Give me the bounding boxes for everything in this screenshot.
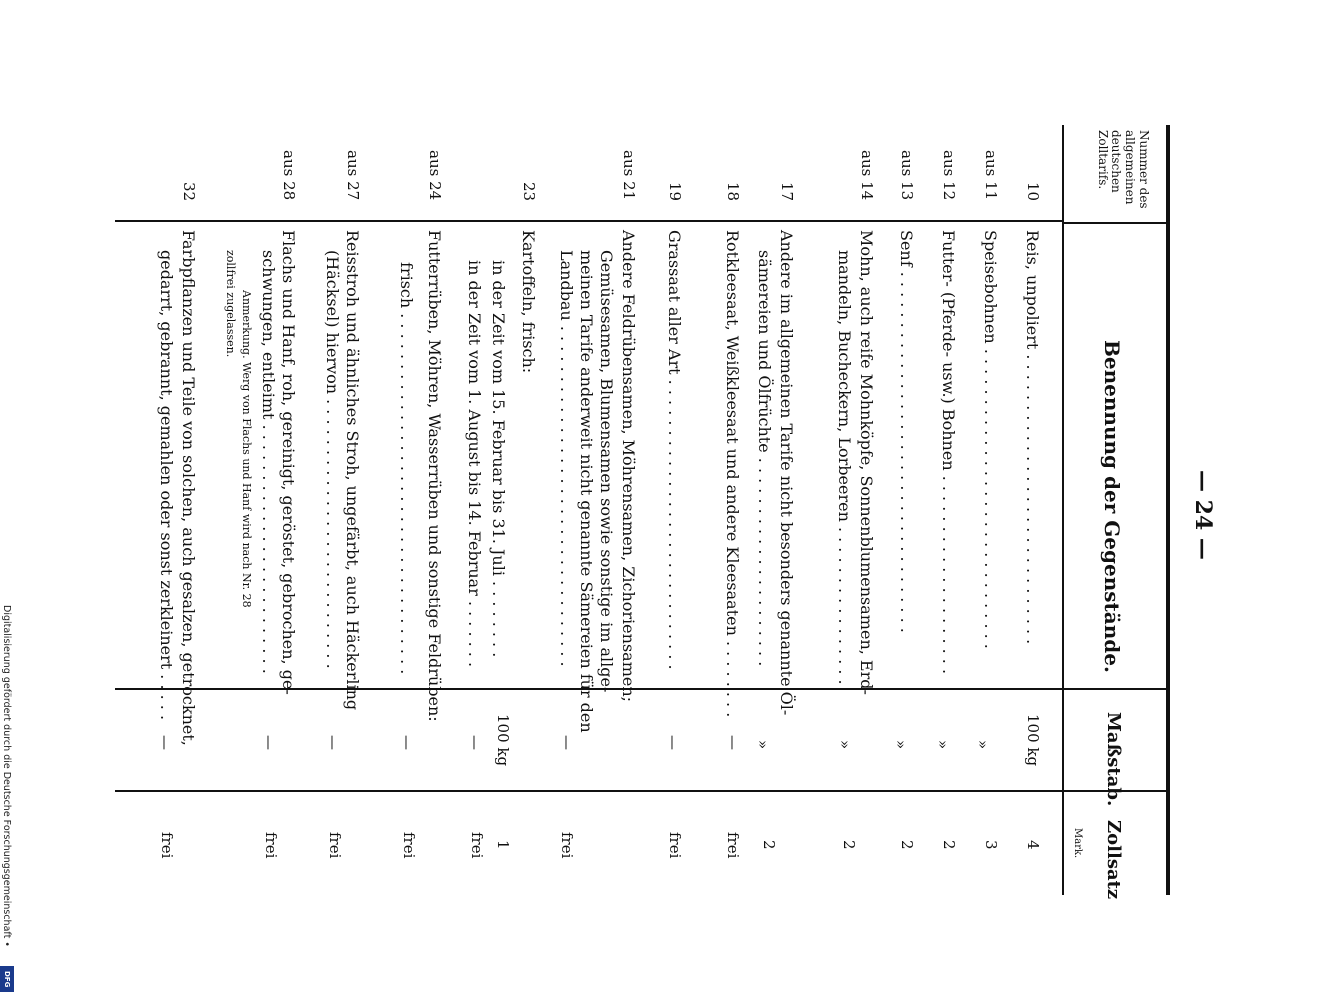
row-text-cont: Gemüsesamen, Blumensamen sowie sonstige im allge- (597, 250, 616, 693)
row-rate: 2 (898, 840, 916, 850)
column-divider-nr-text (115, 220, 1063, 222)
row-unit: — (156, 735, 174, 750)
row-text: Andere im allgemeinen Tarife nicht besonders genannte Öl- (777, 230, 796, 716)
table-outer-rule (1166, 125, 1170, 895)
row-text-cont: schwungen, entleimt . . . . . . . . . . . . . . . . . . . . . . . . . (259, 250, 278, 674)
row-nr: aus 14 (858, 150, 876, 201)
row-nr: aus 21 (620, 150, 638, 201)
row-text: Kartoffeln, frisch: (519, 230, 538, 374)
row-rate: frei (558, 832, 576, 859)
header-zollsatz: Zollsatz (1103, 820, 1124, 900)
row-nr: 19 (666, 182, 684, 202)
row-nr: 10 (1024, 182, 1042, 202)
row-unit: » (974, 740, 992, 750)
dfg-logo: DFG (0, 966, 14, 992)
header-nummer: Nummer des allgemeinen deutschen Zolltarifs. (1095, 130, 1151, 209)
row-nr: 32 (180, 182, 198, 202)
row-nr: 18 (724, 182, 742, 202)
row-unit: » (836, 740, 854, 750)
row-unit: — (724, 735, 742, 750)
row-rate: frei (262, 832, 280, 859)
row-unit: — (398, 735, 416, 750)
row-unit: — (664, 735, 682, 750)
row-nr: aus 12 (940, 150, 958, 201)
row-text-cont: mandeln, Bucheckern, Lorbeeren . . . . . . . . . . . . . . . . (835, 250, 854, 685)
row-rate: frei (326, 832, 344, 859)
row-unit: » (934, 740, 952, 750)
row-nr: aus 24 (426, 150, 444, 201)
row-rate: frei (400, 832, 418, 859)
row-text: Reis, unpoliert . . . . . . . . . . . . . . . . . . . . . . . . . . . . . (1023, 230, 1042, 645)
row-nr: aus 27 (344, 150, 362, 201)
row-text: Andere Feldrübensamen, Möhrensamen, Zichoriensamen; (619, 230, 638, 703)
row-unit: 100 kg (494, 714, 512, 767)
row-nr: 17 (778, 182, 796, 202)
row-rate: 3 (982, 840, 1000, 850)
row-unit: — (324, 735, 342, 750)
row-rate: frei (724, 832, 742, 859)
row-text: Reisstroh und ähnliches Stroh, ungefärbt, auch Häckerling (343, 230, 362, 711)
page-number: — 24 — (1190, 470, 1216, 560)
row-note: Anmerkung. Werg von Flachs und Hanf wird nach Nr. 28 (240, 290, 253, 608)
row-text-cont: sämereien und Ölfrüchte . . . . . . . . . . . . . . . . . . . . . (755, 250, 774, 667)
row-text: Futterrüben, Möhren, Wasserrüben und sonstige Feldrüben: (425, 230, 444, 722)
row-unit: » (892, 740, 910, 750)
row-subtext: in der Zeit vom 1. August bis 14. Februar . . . . . . . (465, 260, 484, 668)
table-header-rule (1062, 125, 1064, 895)
row-nr: aus 28 (280, 150, 298, 201)
row-text-cont: frisch . . . . . . . . . . . . . . . . . . . . . . . . . . . . . . . . . . . . (397, 262, 416, 675)
row-nr: aus 11 (982, 150, 1000, 201)
row-text-cont: meinen Tarife anderweit nicht genannte Sämereien für den (577, 250, 596, 733)
row-rate: 2 (940, 840, 958, 850)
row-rate: frei (468, 832, 486, 859)
row-text-cont: (Häcksel) hiervon . . . . . . . . . . . . . . . . . . . . . . . . . . . (323, 250, 342, 669)
row-text-cont: Landbau . . . . . . . . . . . . . . . . . . . . . . . . . . . . . . . . . . (557, 250, 576, 667)
row-unit: — (466, 735, 484, 750)
column-divider-text-unit (115, 688, 1167, 690)
row-text: Rotkleesaat, Weißkleesaat und andere Kleesaaten . . . . . . . . (723, 230, 742, 718)
row-note-cont: zollfrei zugelassen. (224, 250, 237, 358)
header-masstab: Maßstab. (1103, 712, 1124, 807)
row-subtext: in der Zeit vom 15. Februar bis 31. Juli . . . . . . . . (489, 260, 508, 658)
row-rate: 4 (1024, 840, 1042, 850)
row-text: Grassaat aller Art . . . . . . . . . . . . . . . . . . . . . . . . . . . . . (665, 230, 684, 670)
row-nr: 23 (520, 182, 538, 202)
row-text: Farbpflanzen und Teile von solchen, auch gesalzen, getrocknet, (179, 230, 198, 746)
header-zollsatz-unit: Mark. (1072, 828, 1083, 859)
header-benennung: Benennung der Gegenstände. (1100, 340, 1124, 673)
row-unit: — (260, 735, 278, 750)
header-column-divider (1062, 222, 1168, 224)
row-text: Senf . . . . . . . . . . . . . . . . . . . . . . . . . . . . . . . . . . . . (897, 230, 916, 633)
row-rate: frei (666, 832, 684, 859)
row-rate: 1 (494, 840, 512, 850)
row-text: Speisebohnen . . . . . . . . . . . . . . . . . . . . . . . . . . . . . . (981, 230, 1000, 649)
column-divider-unit-rate (115, 790, 1167, 792)
row-text: Futter- (Pferde- usw.) Bohnen . . . . . . . . . . . . . . . . . . . . (939, 230, 958, 675)
row-text-cont: gedarrt, gebrannt, gemahlen oder sonst zerkleinert . . . . . (157, 250, 176, 721)
row-unit: — (558, 735, 576, 750)
row-text: Flachs und Hanf, roh, gereinigt, geröstet, gebrochen, ge- (279, 230, 298, 695)
row-unit: 100 kg (1024, 714, 1042, 767)
row-rate: 2 (760, 840, 778, 850)
row-text: Mohn, auch reife Mohnköpfe, Sonnenblumensamen, Erd- (857, 230, 876, 695)
row-rate: 2 (840, 840, 858, 850)
digitization-credit: Digitalisierung gefördert durch die Deutsche Forschungsgemeinschaft • (1, 605, 12, 947)
row-rate: frei (158, 832, 176, 859)
row-unit: » (754, 740, 772, 750)
row-nr: aus 13 (898, 150, 916, 201)
